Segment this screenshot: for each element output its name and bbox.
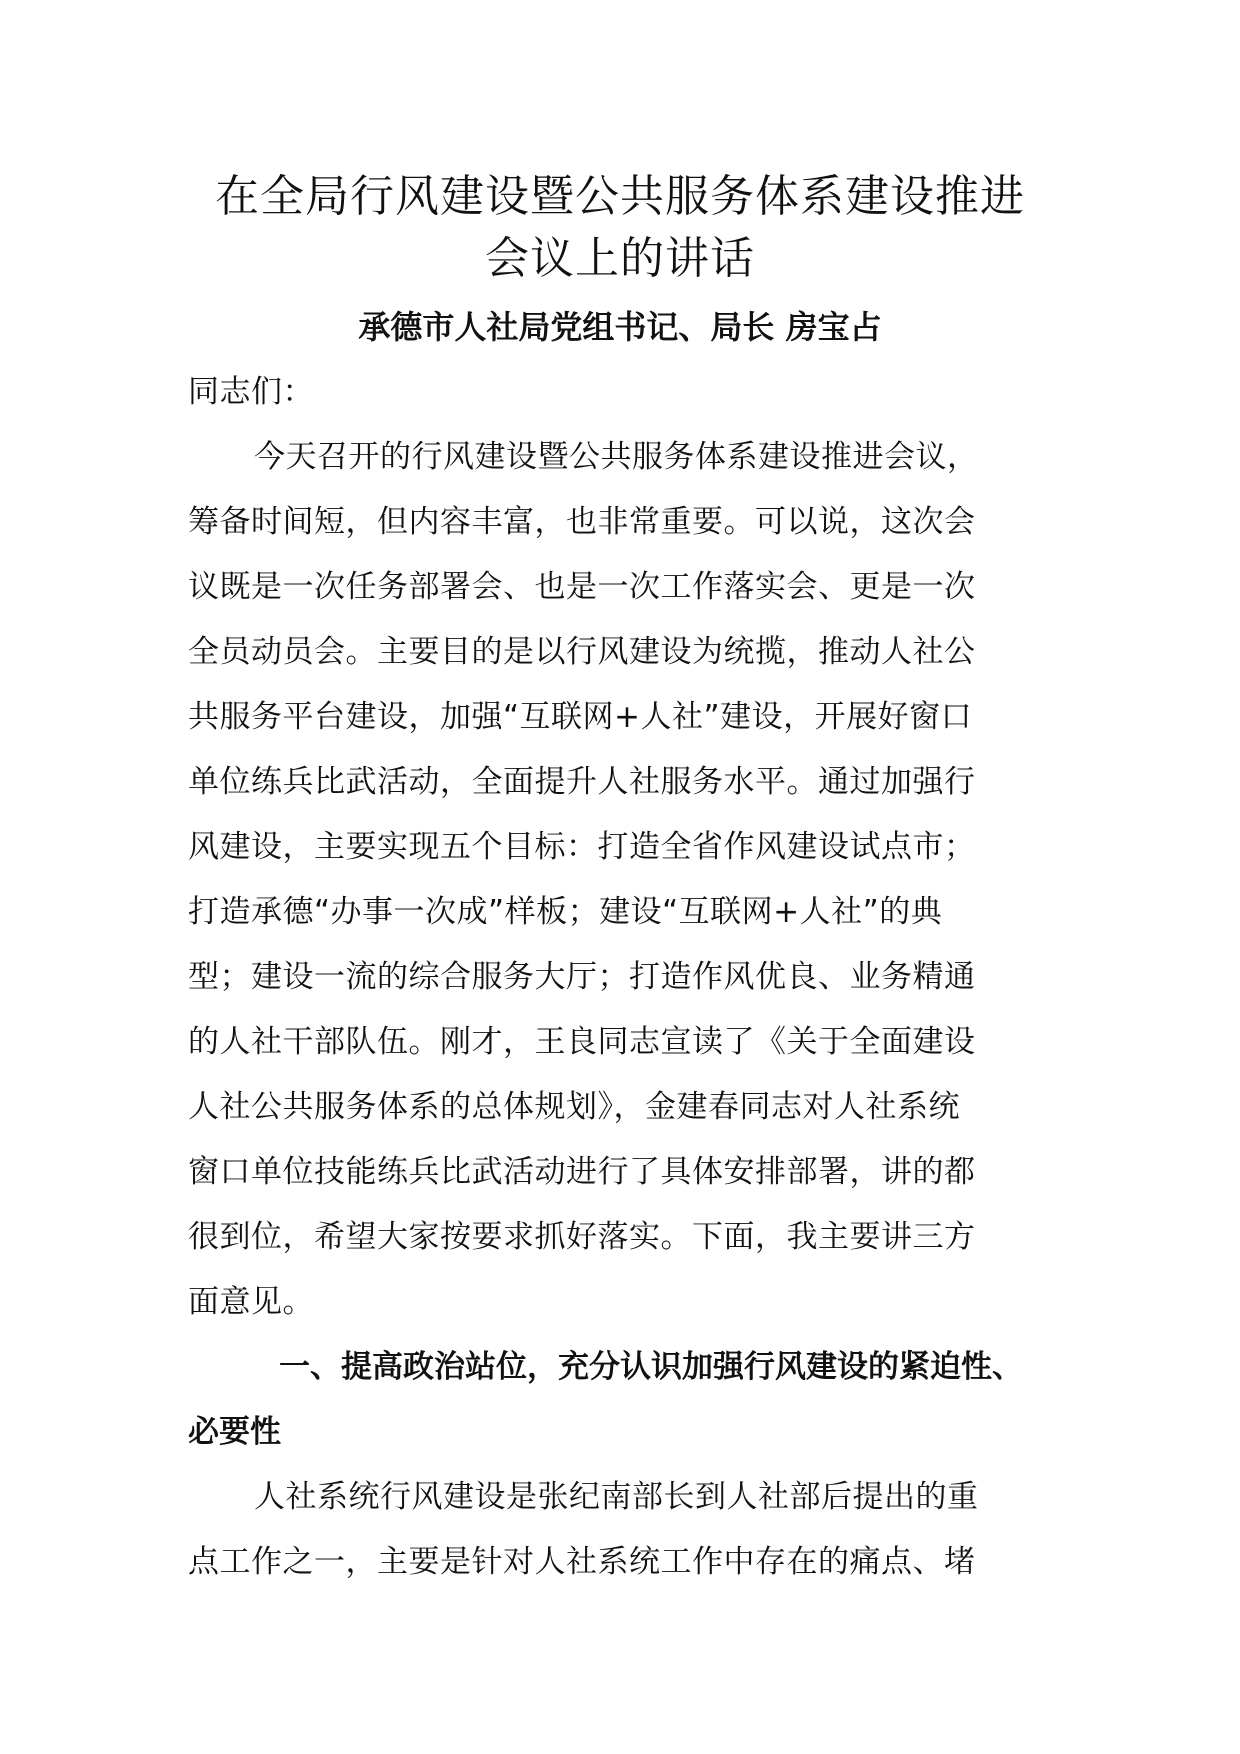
paragraph-1-line: 风建设，主要实现五个目标：打造全省作风建设试点市； bbox=[188, 829, 976, 865]
paragraph-1-line: 今天召开的行风建设暨公共服务体系建设推进会议， bbox=[254, 439, 979, 475]
paragraph-1-line: 人社公共服务体系的总体规划》，金建春同志对人社系统 bbox=[188, 1089, 960, 1125]
paragraph-1-line: 面意见。 bbox=[188, 1284, 314, 1320]
salutation: 同志们： bbox=[188, 374, 314, 410]
paragraph-2-line: 人社系统行风建设是张纪南部长到人社部后提出的重 bbox=[254, 1479, 979, 1515]
document-title-line-1: 在全局行风建设暨公共服务体系建设推进 bbox=[215, 171, 1025, 222]
paragraph-1-line: 打造承德“办事一次成”样板；建设“互联网+人社”的典 bbox=[188, 894, 943, 930]
section-heading-line: 必要性 bbox=[188, 1414, 281, 1450]
paragraph-1-line: 共服务平台建设，加强“互联网+人社”建设，开展好窗口 bbox=[188, 699, 973, 735]
paragraph-1-line: 的人社干部队伍。刚才，王良同志宣读了《关于全面建设 bbox=[188, 1024, 976, 1060]
paragraph-1-line: 型；建设一流的综合服务大厅；打造作风优良、业务精通 bbox=[188, 959, 976, 995]
paragraph-1-line: 很到位，希望大家按要求抓好落实。下面，我主要讲三方 bbox=[188, 1219, 976, 1255]
paragraph-2-line: 点工作之一，主要是针对人社系统工作中存在的痛点、堵 bbox=[188, 1544, 976, 1580]
paragraph-1-line: 全员动员会。主要目的是以行风建设为统揽，推动人社公 bbox=[188, 634, 976, 670]
document-author: 承德市人社局党组书记、局长 房宝占 bbox=[358, 308, 882, 346]
paragraph-1-line: 窗口单位技能练兵比武活动进行了具体安排部署，讲的都 bbox=[188, 1154, 976, 1190]
paragraph-1-line: 单位练兵比武活动，全面提升人社服务水平。通过加强行 bbox=[188, 764, 976, 800]
section-heading-line: 一、提高政治站位，充分认识加强行风建设的紧迫性、 bbox=[279, 1349, 1023, 1385]
paragraph-1-line: 议既是一次任务部署会、也是一次工作落实会、更是一次 bbox=[188, 569, 976, 605]
paragraph-1-line: 筹备时间短，但内容丰富，也非常重要。可以说，这次会 bbox=[188, 504, 976, 540]
document-title-line-2: 会议上的讲话 bbox=[485, 233, 755, 284]
